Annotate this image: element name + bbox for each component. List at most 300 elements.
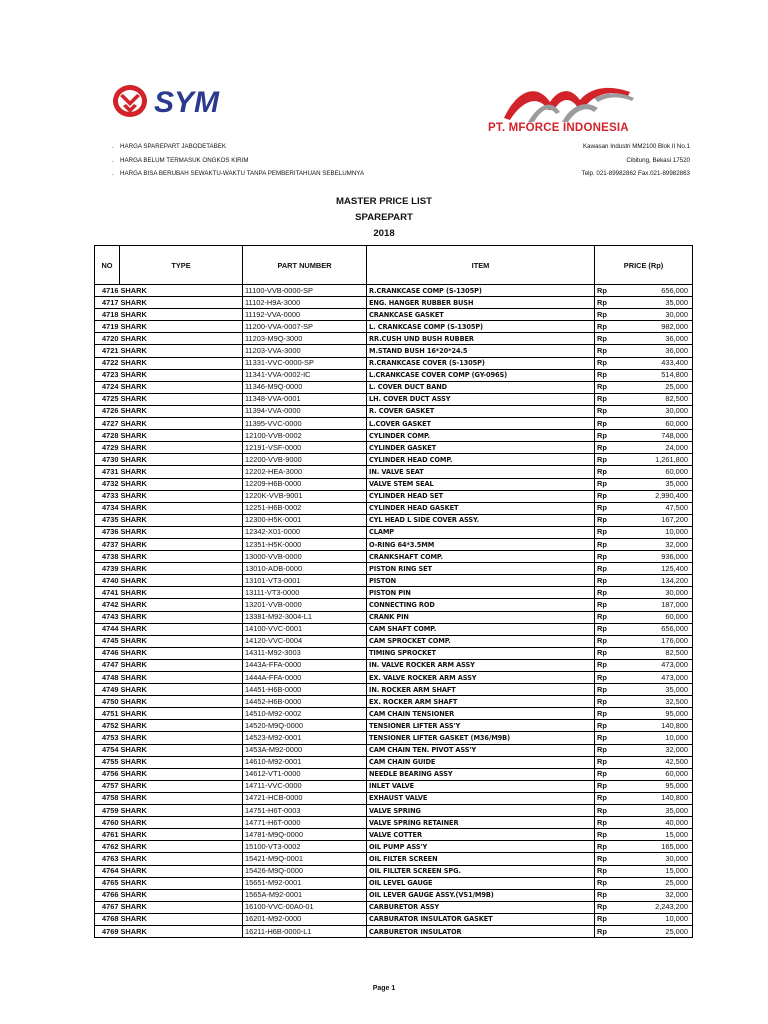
cell-price: 10,000 — [621, 526, 693, 538]
cell-item: TENSIONER LIFTER GASKET (M36/M9B) — [367, 732, 595, 744]
cell-item: TENSIONER LIFTER ASS'Y — [367, 720, 595, 732]
table-row — [95, 514, 693, 526]
cell-part-number: 12251-H6B-0002 — [243, 502, 367, 514]
cell-no: 4763 — [95, 853, 120, 865]
cell-currency: Rp — [595, 708, 621, 720]
cell-part-number: 11192-VVA-0000 — [243, 309, 367, 321]
cell-price: 95,000 — [621, 780, 693, 792]
cell-type: SHARK — [120, 817, 243, 829]
cell-part-number: 12342-X01-0000 — [243, 526, 367, 538]
table-row — [95, 466, 693, 478]
table-row — [95, 647, 693, 659]
cell-no: 4767 — [95, 901, 120, 913]
cell-type: SHARK — [120, 454, 243, 466]
cell-part-number: 11102-H9A-3000 — [243, 297, 367, 309]
cell-item: CAM CHAIN TENSIONER — [367, 708, 595, 720]
cell-item: L.COVER GASKET — [367, 418, 595, 430]
cell-type: SHARK — [120, 756, 243, 768]
cell-type: SHARK — [120, 587, 243, 599]
cell-currency: Rp — [595, 792, 621, 804]
cell-item: CONNECTING ROD — [367, 599, 595, 611]
cell-type: SHARK — [120, 768, 243, 780]
cell-no: 4732 — [95, 478, 120, 490]
cell-currency: Rp — [595, 853, 621, 865]
cell-price: 25,000 — [621, 925, 693, 937]
cell-item: CARBURATOR INSULATOR GASKET — [367, 913, 595, 925]
cell-no: 4751 — [95, 708, 120, 720]
table-row — [95, 780, 693, 792]
cell-no: 4720 — [95, 333, 120, 345]
cell-no: 4718 — [95, 309, 120, 321]
cell-item: OIL FILTER SCREEN — [367, 853, 595, 865]
cell-type: SHARK — [120, 841, 243, 853]
cell-price: 748,000 — [621, 430, 693, 442]
cell-item: CLAMP — [367, 526, 595, 538]
cell-currency: Rp — [595, 744, 621, 756]
cell-currency: Rp — [595, 587, 621, 599]
cell-currency: Rp — [595, 430, 621, 442]
cell-no: 4761 — [95, 829, 120, 841]
cell-type: SHARK — [120, 430, 243, 442]
cell-type: SHARK — [120, 744, 243, 756]
note-item: . HARGA BELUM TERMASUK ONGKOS KIRIM — [112, 156, 249, 164]
cell-part-number: 11100-VVB-0000-SP — [243, 285, 367, 297]
table-row — [95, 877, 693, 889]
cell-no: 4760 — [95, 817, 120, 829]
cell-type: SHARK — [120, 563, 243, 575]
table-row — [95, 889, 693, 901]
cell-part-number: 11395-VVC-0000 — [243, 418, 367, 430]
cell-price: 60,000 — [621, 768, 693, 780]
cell-type: SHARK — [120, 478, 243, 490]
cell-no: 4719 — [95, 321, 120, 333]
cell-currency: Rp — [595, 720, 621, 732]
cell-no: 4727 — [95, 418, 120, 430]
cell-type: SHARK — [120, 913, 243, 925]
table-row — [95, 587, 693, 599]
table-row — [95, 720, 693, 732]
cell-currency: Rp — [595, 405, 621, 417]
cell-price: 30,000 — [621, 405, 693, 417]
cell-no: 4759 — [95, 805, 120, 817]
table-row — [95, 297, 693, 309]
cell-item: R.CRANKCASE COMP (S-1305P) — [367, 285, 595, 297]
cell-part-number: 12351-H5K-0000 — [243, 538, 367, 550]
cell-currency: Rp — [595, 805, 621, 817]
cell-type: SHARK — [120, 829, 243, 841]
cell-type: SHARK — [120, 538, 243, 550]
cell-price: 2,243,200 — [621, 901, 693, 913]
cell-part-number: 1453A-M92-0000 — [243, 744, 367, 756]
cell-price: 433,400 — [621, 357, 693, 369]
table-row — [95, 732, 693, 744]
cell-type: SHARK — [120, 551, 243, 563]
cell-currency: Rp — [595, 321, 621, 333]
cell-currency: Rp — [595, 418, 621, 430]
table-row — [95, 925, 693, 937]
cell-part-number: 13111-VT3-0000 — [243, 587, 367, 599]
cell-currency: Rp — [595, 563, 621, 575]
cell-currency: Rp — [595, 780, 621, 792]
cell-no: 4749 — [95, 684, 120, 696]
cell-item: OIL PUMP ASS'Y — [367, 841, 595, 853]
cell-part-number: 1565A-M92-0001 — [243, 889, 367, 901]
cell-no: 4739 — [95, 563, 120, 575]
table-row — [95, 430, 693, 442]
table-row — [95, 357, 693, 369]
cell-item: IN. VALVE ROCKER ARM ASSY — [367, 659, 595, 671]
cell-currency: Rp — [595, 659, 621, 671]
cell-currency: Rp — [595, 442, 621, 454]
cell-currency: Rp — [595, 889, 621, 901]
cell-no: 4769 — [95, 925, 120, 937]
cell-no: 4765 — [95, 877, 120, 889]
table-row — [95, 502, 693, 514]
cell-part-number: 11203-VVA-3000 — [243, 345, 367, 357]
cell-type: SHARK — [120, 708, 243, 720]
notes-list — [112, 140, 364, 181]
cell-item: ENG. HANGER RUBBER BUSH — [367, 297, 595, 309]
cell-part-number: 1443A-FFA-0000 — [243, 659, 367, 671]
cell-no: 4723 — [95, 369, 120, 381]
cell-no: 4738 — [95, 551, 120, 563]
cell-item: CYLINDER GASKET — [367, 442, 595, 454]
cell-price: 140,800 — [621, 792, 693, 804]
table-row — [95, 309, 693, 321]
cell-part-number: 15421-M9Q-0001 — [243, 853, 367, 865]
cell-currency: Rp — [595, 575, 621, 587]
cell-type: SHARK — [120, 297, 243, 309]
table-row — [95, 623, 693, 635]
cell-price: 60,000 — [621, 611, 693, 623]
cell-type: SHARK — [120, 889, 243, 901]
cell-price: 35,000 — [621, 478, 693, 490]
cell-price: 473,000 — [621, 672, 693, 684]
cell-part-number: 11203-M9Q-3000 — [243, 333, 367, 345]
cell-item: CAM CHAIN TEN. PIVOT ASS'Y — [367, 744, 595, 756]
cell-item: IN. ROCKER ARM SHAFT — [367, 684, 595, 696]
cell-item: PISTON PIN — [367, 587, 595, 599]
header-price: PRICE (Rp) — [595, 246, 693, 285]
cell-part-number: 11200-VVA-0007-SP — [243, 321, 367, 333]
cell-type: SHARK — [120, 393, 243, 405]
cell-part-number: 12200-VVB-9000 — [243, 454, 367, 466]
cell-part-number: 11341-VVA-0002-IC — [243, 369, 367, 381]
cell-type: SHARK — [120, 635, 243, 647]
cell-part-number: 1220K-VVB-9001 — [243, 490, 367, 502]
title-line: SPAREPART — [355, 212, 413, 223]
cell-type: SHARK — [120, 901, 243, 913]
cell-no: 4762 — [95, 841, 120, 853]
cell-price: 473,000 — [621, 659, 693, 671]
cell-part-number: 14781-M9Q-0000 — [243, 829, 367, 841]
cell-item: CYLINDER HEAD SET — [367, 490, 595, 502]
cell-no: 4730 — [95, 454, 120, 466]
cell-item: LH. COVER DUCT ASSY — [367, 393, 595, 405]
table-row — [95, 696, 693, 708]
cell-currency: Rp — [595, 490, 621, 502]
cell-currency: Rp — [595, 684, 621, 696]
cell-item: L. CRANKCASE COMP (S-1305P) — [367, 321, 595, 333]
cell-price: 82,500 — [621, 393, 693, 405]
cell-type: SHARK — [120, 623, 243, 635]
cell-type: SHARK — [120, 321, 243, 333]
cell-price: 165,000 — [621, 841, 693, 853]
cell-price: 24,000 — [621, 442, 693, 454]
cell-item: EXHAUST VALVE — [367, 792, 595, 804]
cell-price: 140,800 — [621, 720, 693, 732]
cell-no: 4741 — [95, 587, 120, 599]
cell-part-number: 12209-H6B-0000 — [243, 478, 367, 490]
cell-currency: Rp — [595, 526, 621, 538]
cell-part-number: 11394-VVA-0000 — [243, 405, 367, 417]
table-row — [95, 381, 693, 393]
cell-price: 936,000 — [621, 551, 693, 563]
cell-item: CARBURETOR INSULATOR — [367, 925, 595, 937]
cell-currency: Rp — [595, 635, 621, 647]
cell-price: 25,000 — [621, 381, 693, 393]
cell-part-number: 13010-ADB-0000 — [243, 563, 367, 575]
cell-type: SHARK — [120, 357, 243, 369]
cell-currency: Rp — [595, 877, 621, 889]
cell-price: 656,000 — [621, 285, 693, 297]
cell-price: 30,000 — [621, 587, 693, 599]
cell-type: SHARK — [120, 285, 243, 297]
cell-type: SHARK — [120, 442, 243, 454]
cell-price: 36,000 — [621, 345, 693, 357]
cell-no: 4716 — [95, 285, 120, 297]
cell-item: L.CRANKCASE COVER COMP (GY-096S) — [367, 369, 595, 381]
cell-price: 35,000 — [621, 805, 693, 817]
cell-currency: Rp — [595, 538, 621, 550]
cell-part-number: 11346-M9Q-0000 — [243, 381, 367, 393]
cell-part-number: 14120-VVC-0004 — [243, 635, 367, 647]
cell-no: 4768 — [95, 913, 120, 925]
table-row — [95, 345, 693, 357]
table-row — [95, 829, 693, 841]
cell-no: 4752 — [95, 720, 120, 732]
cell-type: SHARK — [120, 466, 243, 478]
cell-currency: Rp — [595, 647, 621, 659]
cell-currency: Rp — [595, 345, 621, 357]
cell-part-number: 14771-H6T-0000 — [243, 817, 367, 829]
cell-type: SHARK — [120, 925, 243, 937]
cell-part-number: 12191-VSF-0000 — [243, 442, 367, 454]
cell-currency: Rp — [595, 333, 621, 345]
cell-part-number: 11348-VVA-0001 — [243, 393, 367, 405]
cell-part-number: 14612-VT1-0000 — [243, 768, 367, 780]
cell-part-number: 14751-H6T-0003 — [243, 805, 367, 817]
cell-item: R. COVER GASKET — [367, 405, 595, 417]
cell-no: 4753 — [95, 732, 120, 744]
cell-no: 4750 — [95, 696, 120, 708]
table-row — [95, 563, 693, 575]
table-row — [95, 333, 693, 345]
cell-no: 4747 — [95, 659, 120, 671]
cell-part-number: 12300-H5K-0001 — [243, 514, 367, 526]
table-row — [95, 865, 693, 877]
cell-currency: Rp — [595, 393, 621, 405]
table-row — [95, 792, 693, 804]
cell-no: 4764 — [95, 865, 120, 877]
cell-type: SHARK — [120, 345, 243, 357]
cell-price: 656,000 — [621, 623, 693, 635]
cell-price: 47,500 — [621, 502, 693, 514]
cell-price: 35,000 — [621, 297, 693, 309]
cell-price: 32,500 — [621, 696, 693, 708]
cell-type: SHARK — [120, 865, 243, 877]
cell-item: CYL HEAD L SIDE COVER ASSY. — [367, 514, 595, 526]
table-row — [95, 599, 693, 611]
cell-price: 982,000 — [621, 321, 693, 333]
cell-no: 4755 — [95, 756, 120, 768]
cell-no: 4743 — [95, 611, 120, 623]
cell-type: SHARK — [120, 526, 243, 538]
cell-item: OIL LEVEL GAUGE — [367, 877, 595, 889]
cell-item: VALVE STEM SEAL — [367, 478, 595, 490]
cell-currency: Rp — [595, 672, 621, 684]
cell-currency: Rp — [595, 623, 621, 635]
table-row — [95, 756, 693, 768]
cell-item: PISTON — [367, 575, 595, 587]
cell-part-number: 14311-M92-3003 — [243, 647, 367, 659]
table-row — [95, 538, 693, 550]
cell-price: 514,800 — [621, 369, 693, 381]
table-row — [95, 490, 693, 502]
cell-item: CYLINDER COMP. — [367, 430, 595, 442]
table-row — [95, 708, 693, 720]
cell-type: SHARK — [120, 853, 243, 865]
cell-item: NEEDLE BEARING ASSY — [367, 768, 595, 780]
table-row — [95, 321, 693, 333]
cell-part-number: 16100-VVC-00A0-01 — [243, 901, 367, 913]
cell-price: 40,000 — [621, 817, 693, 829]
cell-part-number: 13101-VT3-0001 — [243, 575, 367, 587]
table-row — [95, 853, 693, 865]
cell-type: SHARK — [120, 611, 243, 623]
cell-part-number: 13381-M92-3004-L1 — [243, 611, 367, 623]
table-row — [95, 635, 693, 647]
cell-no: 4731 — [95, 466, 120, 478]
cell-no: 4729 — [95, 442, 120, 454]
cell-price: 125,400 — [621, 563, 693, 575]
cell-no: 4728 — [95, 430, 120, 442]
cell-no: 4733 — [95, 490, 120, 502]
table-row — [95, 768, 693, 780]
cell-no: 4722 — [95, 357, 120, 369]
cell-part-number: 16211-H6B-0000-L1 — [243, 925, 367, 937]
cell-currency: Rp — [595, 841, 621, 853]
cell-price: 25,000 — [621, 877, 693, 889]
cell-currency: Rp — [595, 768, 621, 780]
cell-price: 10,000 — [621, 913, 693, 925]
note-item: . HARGA BISA BERUBAH SEWAKTU-WAKTU TANPA PEMBERITAHUAN SEBELUMNYA — [112, 170, 365, 177]
cell-no: 4746 — [95, 647, 120, 659]
table-row — [95, 393, 693, 405]
company-name: PT. MFORCE INDONESIA — [488, 122, 629, 134]
cell-part-number: 11331-VVC-0000-SP — [243, 357, 367, 369]
cell-currency: Rp — [595, 514, 621, 526]
cell-price: 187,000 — [621, 599, 693, 611]
table-row — [95, 575, 693, 587]
cell-price: 82,500 — [621, 647, 693, 659]
table-row — [95, 805, 693, 817]
cell-item: OIL LEVER GAUGE ASSY.(VS1/M9B) — [367, 889, 595, 901]
cell-no: 4724 — [95, 381, 120, 393]
cell-currency: Rp — [595, 829, 621, 841]
cell-price: 30,000 — [621, 853, 693, 865]
cell-type: SHARK — [120, 381, 243, 393]
cell-item: CAM SHAFT COMP. — [367, 623, 595, 635]
cell-type: SHARK — [120, 502, 243, 514]
cell-type: SHARK — [120, 720, 243, 732]
cell-type: SHARK — [120, 575, 243, 587]
cell-type: SHARK — [120, 672, 243, 684]
cell-price: 1,261,800 — [621, 454, 693, 466]
header-no: NO — [95, 246, 120, 285]
cell-part-number: 14610-M92-0001 — [243, 756, 367, 768]
table-header-row — [95, 246, 693, 285]
cell-part-number: 16201-M92-0000 — [243, 913, 367, 925]
cell-type: SHARK — [120, 490, 243, 502]
table-row — [95, 672, 693, 684]
cell-price: 10,000 — [621, 732, 693, 744]
company-address — [582, 140, 690, 181]
cell-no: 4742 — [95, 599, 120, 611]
cell-part-number: 14721-HCB-0000 — [243, 792, 367, 804]
table-row — [95, 684, 693, 696]
cell-currency: Rp — [595, 551, 621, 563]
cell-part-number: 14520-M9Q-0000 — [243, 720, 367, 732]
cell-type: SHARK — [120, 405, 243, 417]
cell-part-number: 14510-M92-0002 — [243, 708, 367, 720]
table-row — [95, 901, 693, 913]
cell-type: SHARK — [120, 514, 243, 526]
cell-currency: Rp — [595, 817, 621, 829]
cell-item: M.STAND BUSH 16*20*24.5 — [367, 345, 595, 357]
cell-currency: Rp — [595, 865, 621, 877]
cell-item: CYLINDER HEAD GASKET — [367, 502, 595, 514]
cell-currency: Rp — [595, 696, 621, 708]
table-row — [95, 418, 693, 430]
cell-no: 4766 — [95, 889, 120, 901]
cell-part-number: 14100-VVC-0001 — [243, 623, 367, 635]
table-row — [95, 817, 693, 829]
cell-item: CRANKSHAFT COMP. — [367, 551, 595, 563]
page-number: Page 1 — [372, 985, 396, 992]
cell-no: 4721 — [95, 345, 120, 357]
cell-no: 4756 — [95, 768, 120, 780]
cell-item: CRANK PIN — [367, 611, 595, 623]
note-item: . HARGA SPAREPART JABODETABEK — [112, 143, 227, 150]
cell-price: 32,000 — [621, 744, 693, 756]
price-table — [94, 245, 693, 938]
cell-currency: Rp — [595, 925, 621, 937]
cell-item: VALVE SPRING — [367, 805, 595, 817]
cell-price: 2,990,400 — [621, 490, 693, 502]
table-row — [95, 841, 693, 853]
document-title — [0, 194, 768, 242]
cell-item: RR.CUSH UND BUSH RUBBER — [367, 333, 595, 345]
cell-currency: Rp — [595, 285, 621, 297]
header-part-number: PART NUMBER — [243, 246, 367, 285]
cell-item: CAM CHAIN GUIDE — [367, 756, 595, 768]
cell-no: 4758 — [95, 792, 120, 804]
cell-part-number: 15651-M92-0001 — [243, 877, 367, 889]
cell-item: CYLINDER HEAD COMP. — [367, 454, 595, 466]
cell-currency: Rp — [595, 297, 621, 309]
table-row — [95, 744, 693, 756]
